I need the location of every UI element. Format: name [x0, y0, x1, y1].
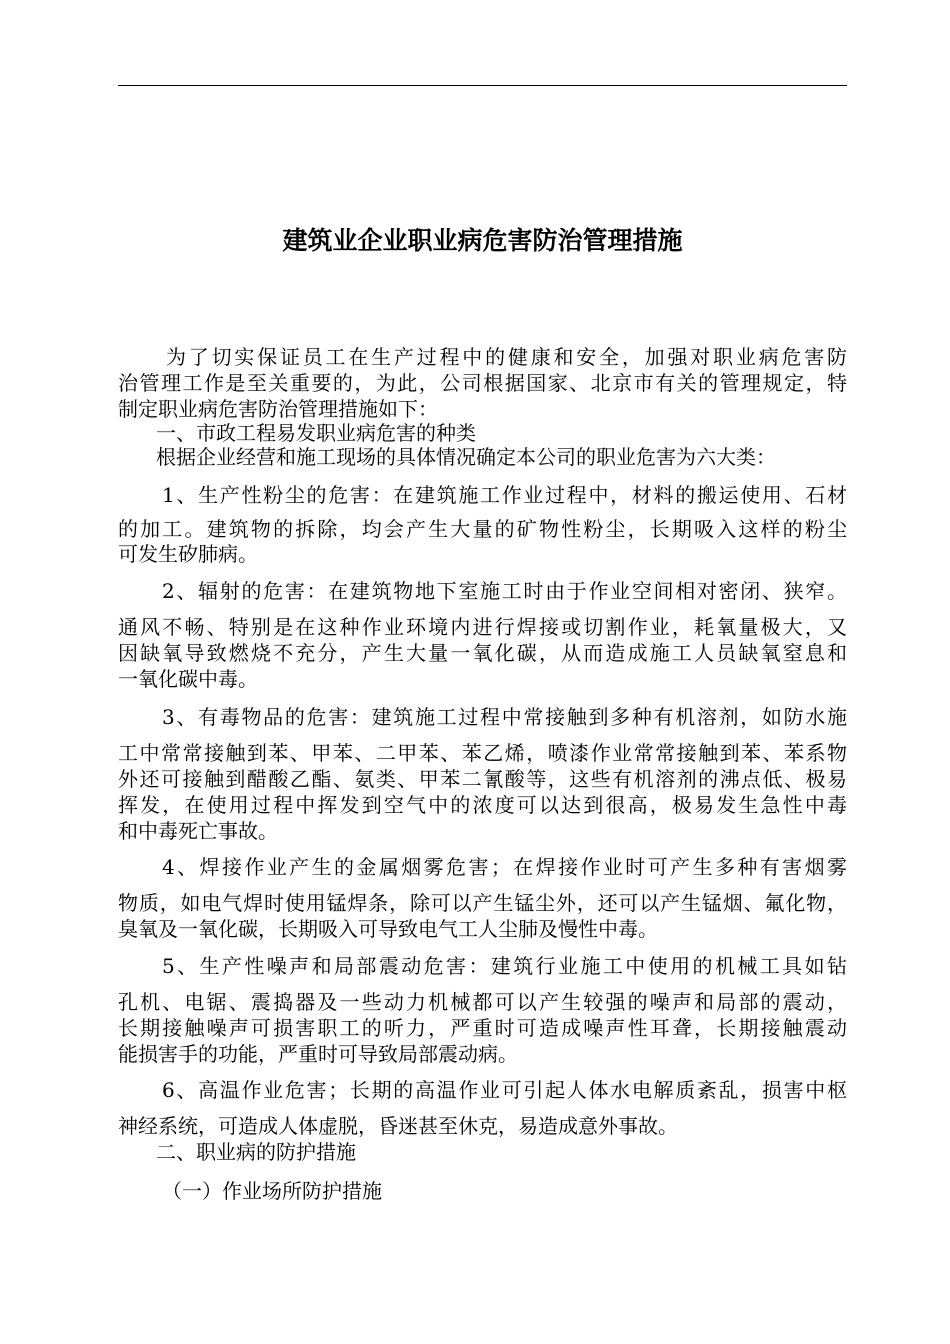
section-heading: 二、职业病的防护措施 [156, 1140, 356, 1164]
item-line: 臭氧及一氧化碳，长期吸入可导致电气工人尘肺及慢性中毒。 [118, 917, 658, 941]
item-line: 可发生矽肺病。 [118, 542, 258, 566]
item-line: 5、生产性噪声和局部震动危害：建筑行业施工中使用的机械工具如钻 [162, 954, 847, 978]
item-line: 4、焊接作业产生的金属烟雾危害；在焊接作业时可产生多种有害烟雾 [162, 855, 847, 879]
section-heading: 一、市政工程易发职业病危害的种类 [156, 421, 476, 445]
item-line: 物质，如电气焊时使用锰焊条，除可以产生锰尘外，还可以产生锰烟、氟化物， [118, 891, 847, 915]
item-line: 因缺氧导致燃烧不充分，产生大量一氧化碳，从而造成施工人员缺氧窒息和 [118, 641, 847, 665]
item-line: 2、辐射的危害：在建筑物地下室施工时由于作业空间相对密闭、狭窄。 [162, 579, 847, 603]
item-line: 1、生产性粉尘的危害：在建筑施工作业过程中，材料的搬运使用、石材 [162, 483, 847, 507]
header-rule [118, 85, 847, 86]
section-intro: 根据企业经营和施工现场的具体情况确定本公司的职业危害为六大类： [156, 445, 776, 469]
intro-line: 为了切实保证员工在生产过程中的健康和安全，加强对职业病危害防 [166, 345, 847, 369]
item-line: 和中毒死亡事故。 [118, 819, 278, 843]
item-line: 的加工。建筑物的拆除，均会产生大量的矿物性粉尘，长期吸入这样的粉尘 [118, 517, 847, 541]
item-line: 孔机、电锯、震捣器及一些动力机械都可以产生较强的噪声和局部的震动， [118, 990, 847, 1014]
item-line: 6、高温作业危害；长期的高温作业可引起人体水电解质紊乱，损害中枢 [162, 1078, 847, 1102]
item-line: 外还可接触到醋酸乙酯、氨类、甲苯二氰酸等，这些有机溶剂的沸点低、极易 [118, 767, 847, 791]
intro-line: 治管理工作是至关重要的，为此，公司根据国家、北京市有关的管理规定，特 [118, 371, 847, 395]
item-line: 工中常常接触到苯、甲苯、二甲苯、苯乙烯，喷漆作业常常接触到苯、苯系物 [118, 741, 847, 765]
item-line: 能损害手的功能，严重时可导致局部震动病。 [118, 1042, 518, 1066]
item-line: 一氧化碳中毒。 [118, 667, 258, 691]
item-line: 3、有毒物品的危害：建筑施工过程中常接触到多种有机溶剂，如防水施 [162, 705, 847, 729]
subsection-heading: （一）作业场所防护措施 [162, 1179, 382, 1203]
item-line: 通风不畅、特别是在这种作业环境内进行焊接或切割作业，耗氧量极大，又 [118, 615, 847, 639]
document-title: 建筑业企业职业病危害防治管理措施 [282, 226, 683, 255]
item-line: 神经系统，可造成人体虚脱，昏迷甚至休克，易造成意外事故。 [118, 1114, 678, 1138]
item-line: 挥发，在使用过程中挥发到空气中的浓度可以达到很高，极易发生急性中毒 [118, 793, 847, 817]
intro-line: 制定职业病危害防治管理措施如下： [118, 397, 438, 421]
item-line: 长期接触噪声可损害职工的听力，严重时可造成噪声性耳聋，长期接触震动 [118, 1016, 847, 1040]
